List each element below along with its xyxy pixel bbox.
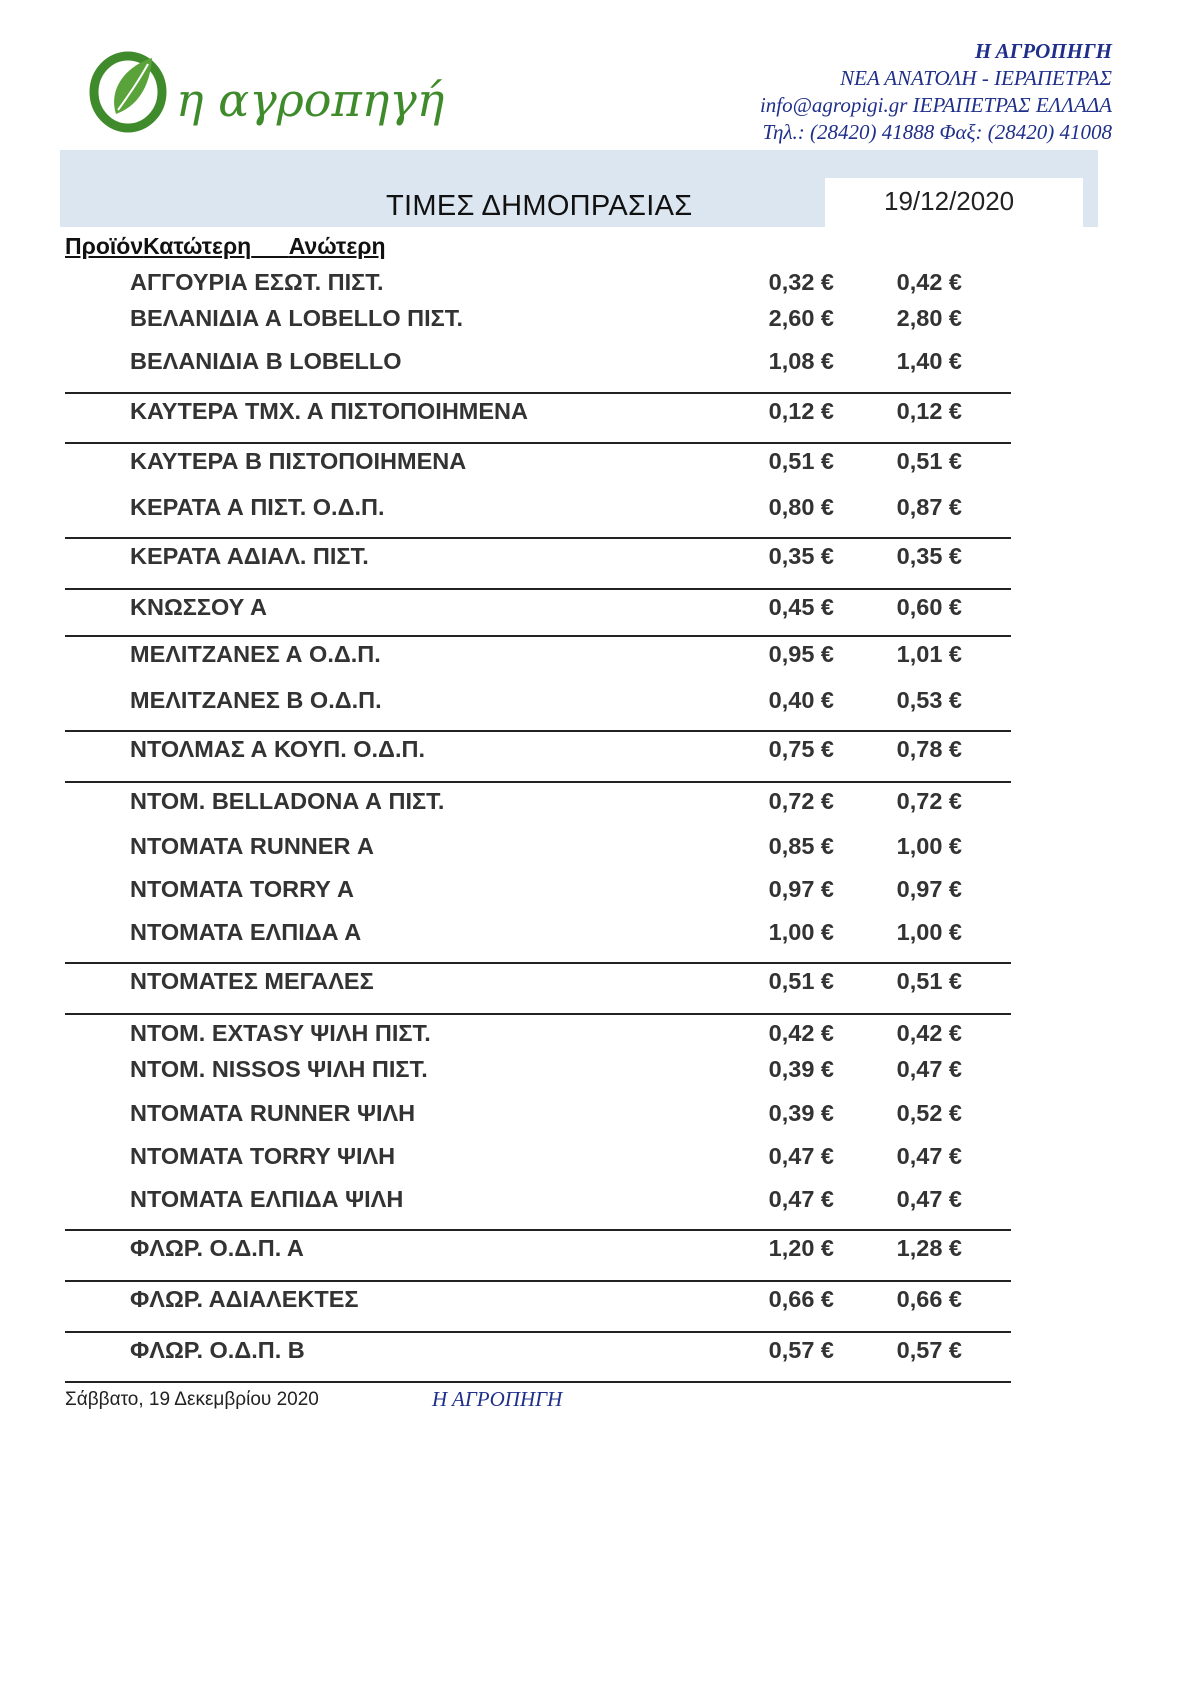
column-high: Ανώτερη [288, 233, 386, 259]
low-price: 0,97 € [768, 876, 834, 902]
high-price: 0,47 € [896, 1056, 962, 1082]
row-divider [65, 1280, 1011, 1282]
product-name: ΝΤΟΜΑΤΑ ΕΛΠΙΔΑ Α [130, 919, 362, 945]
low-price: 0,72 € [768, 788, 834, 814]
product-name: ΝΤΟΜ. EXTASY ΨΙΛΗ ΠΙΣΤ. [130, 1020, 431, 1046]
high-price: 1,00 € [896, 919, 962, 945]
product-name: ΝΤΟΜ. NISSOS ΨΙΛΗ ΠΙΣΤ. [130, 1056, 428, 1082]
table-row [0, 876, 1200, 906]
product-name: ΝΤΟΜΑΤΑ ΕΛΠΙΔΑ ΨΙΛΗ [130, 1186, 404, 1212]
product-name: ΚΑΥΤΕΡΑ ΤΜΧ. Α ΠΙΣΤΟΠΟΙΗΜΕΝΑ [130, 398, 528, 424]
high-price: 2,80 € [896, 305, 962, 331]
high-price: 1,28 € [896, 1235, 962, 1261]
row-divider [65, 1229, 1011, 1231]
row-divider [65, 588, 1011, 590]
low-price: 0,85 € [768, 833, 834, 859]
product-name: ΚΕΡΑΤΑ Α ΠΙΣΤ. Ο.Δ.Π. [130, 494, 385, 520]
leaf-icon [86, 44, 445, 144]
table-row [0, 348, 1200, 378]
low-price: 1,00 € [768, 919, 834, 945]
product-name: ΚΝΩΣΣΟΥ Α [130, 594, 267, 620]
table-row [0, 641, 1200, 671]
low-price: 0,80 € [768, 494, 834, 520]
auction-date: 19/12/2020 [884, 186, 1015, 216]
table-row [0, 543, 1200, 573]
column-low: Κατώτερη [143, 233, 252, 259]
company-address: ΝΕΑ ΑΝΑΤΟΛΗ - ΙΕΡΑΠΕΤΡΑΣ [840, 66, 1112, 90]
row-divider [65, 730, 1011, 732]
low-price: 0,95 € [768, 641, 834, 667]
row-divider [65, 442, 1011, 444]
low-price: 1,08 € [768, 348, 834, 374]
table-row [0, 788, 1200, 818]
column-header [65, 233, 386, 260]
high-price: 0,51 € [896, 968, 962, 994]
table-row [0, 398, 1200, 428]
column-product: Προϊόν [65, 233, 144, 259]
low-price: 0,12 € [768, 398, 834, 424]
table-row [0, 305, 1200, 335]
product-name: ΝΤΟΜΑΤΑ RUNNER ΨΙΛΗ [130, 1100, 416, 1126]
high-price: 0,72 € [896, 788, 962, 814]
product-name: ΦΛΩΡ. Ο.Δ.Π. Β [130, 1337, 305, 1363]
product-name: ΝΤΟΛΜΑΣ Α ΚΟΥΠ. Ο.Δ.Π. [130, 736, 425, 762]
product-name: ΚΕΡΑΤΑ ΑΔΙΑΛ. ΠΙΣΤ. [130, 543, 369, 569]
product-name: ΦΛΩΡ. ΑΔΙΑΛΕΚΤΕΣ [130, 1286, 359, 1312]
low-price: 0,47 € [768, 1143, 834, 1169]
company-phone: Τηλ.: (28420) 41888 Φαξ: (28420) 41008 [762, 120, 1112, 144]
table-row [0, 1286, 1200, 1316]
low-price: 0,32 € [768, 269, 834, 295]
table-row [0, 269, 1200, 299]
product-name: ΝΤΟΜΑΤΕΣ ΜΕΓΑΛΕΣ [130, 968, 374, 994]
table-row [0, 1143, 1200, 1173]
high-price: 1,00 € [896, 833, 962, 859]
row-divider [65, 1381, 1011, 1383]
product-name: ΒΕΛΑΝΙΔΙΑ Β LOBELLO [130, 348, 402, 374]
product-name: ΝΤΟΜ. BELLADONA Α ΠΙΣΤ. [130, 788, 445, 814]
product-name: ΝΤΟΜΑΤΑ RUNNER Α [130, 833, 374, 859]
high-price: 0,78 € [896, 736, 962, 762]
high-price: 0,97 € [896, 876, 962, 902]
low-price: 0,45 € [768, 594, 834, 620]
row-divider [65, 781, 1011, 783]
high-price: 1,01 € [896, 641, 962, 667]
low-price: 0,39 € [768, 1056, 834, 1082]
high-price: 0,12 € [896, 398, 962, 424]
company-logo [86, 44, 445, 144]
company-name: Η ΑΓΡΟΠΗΓΗ [974, 39, 1112, 63]
company-info [760, 38, 1112, 146]
high-price: 0,60 € [896, 594, 962, 620]
page-title: ΤΙΜΕΣ ΔΗΜΟΠΡΑΣΙΑΣ [386, 190, 693, 222]
row-divider [65, 537, 1011, 539]
low-price: 0,51 € [768, 968, 834, 994]
table-row [0, 919, 1200, 949]
row-divider [65, 392, 1011, 394]
high-price: 0,47 € [896, 1186, 962, 1212]
table-row [0, 833, 1200, 863]
low-price: 0,47 € [768, 1186, 834, 1212]
low-price: 0,57 € [768, 1337, 834, 1363]
product-name: ΚΑΥΤΕΡΑ Β ΠΙΣΤΟΠΟΙΗΜΕΝΑ [130, 448, 467, 474]
product-name: ΝΤΟΜΑΤΑ TORRY Α [130, 876, 354, 902]
table-row [0, 1337, 1200, 1367]
table-row [0, 1056, 1200, 1086]
footer-date: Σάββατο, 19 Δεκεμβρίου 2020 [65, 1389, 319, 1410]
table-row [0, 1186, 1200, 1216]
table-row [0, 1100, 1200, 1130]
table-row [0, 594, 1200, 624]
table-row [0, 448, 1200, 478]
high-price: 1,40 € [896, 348, 962, 374]
high-price: 0,47 € [896, 1143, 962, 1169]
high-price: 0,42 € [896, 269, 962, 295]
table-row [0, 494, 1200, 524]
high-price: 0,52 € [896, 1100, 962, 1126]
row-divider [65, 1013, 1011, 1015]
table-row [0, 1235, 1200, 1265]
low-price: 0,35 € [768, 543, 834, 569]
company-email: info@agropigi.gr ΙΕΡΑΠΕΤΡΑΣ ΕΛΛΑΔΑ [759, 93, 1112, 117]
high-price: 0,35 € [896, 543, 962, 569]
footer-company: Η ΑΓΡΟΠΗΓΗ [432, 1387, 563, 1411]
product-name: ΦΛΩΡ. Ο.Δ.Π. Α [130, 1235, 304, 1261]
low-price: 2,60 € [768, 305, 834, 331]
high-price: 0,42 € [896, 1020, 962, 1046]
product-name: ΑΓΓΟΥΡΙΑ ΕΣΩΤ. ΠΙΣΤ. [130, 269, 384, 295]
low-price: 0,39 € [768, 1100, 834, 1126]
row-divider [65, 1331, 1011, 1333]
high-price: 0,53 € [896, 687, 962, 713]
product-name: ΜΕΛΙΤΖΑΝΕΣ Α Ο.Δ.Π. [130, 641, 381, 667]
logo-text: η αγροπηγή [176, 73, 445, 127]
low-price: 1,20 € [768, 1235, 834, 1261]
high-price: 0,87 € [896, 494, 962, 520]
high-price: 0,66 € [896, 1286, 962, 1312]
row-divider [65, 635, 1011, 637]
row-divider [65, 962, 1011, 964]
table-row [0, 736, 1200, 766]
table-row [0, 968, 1200, 998]
low-price: 0,75 € [768, 736, 834, 762]
high-price: 0,57 € [896, 1337, 962, 1363]
low-price: 0,42 € [768, 1020, 834, 1046]
low-price: 0,66 € [768, 1286, 834, 1312]
low-price: 0,51 € [768, 448, 834, 474]
product-name: ΝΤΟΜΑΤΑ TORRY ΨΙΛΗ [130, 1143, 396, 1169]
high-price: 0,51 € [896, 448, 962, 474]
low-price: 0,40 € [768, 687, 834, 713]
table-row [0, 687, 1200, 717]
table-row [0, 1020, 1200, 1050]
product-name: ΜΕΛΙΤΖΑΝΕΣ Β Ο.Δ.Π. [130, 687, 382, 713]
product-name: ΒΕΛΑΝΙΔΙΑ Α LOBELLO ΠΙΣΤ. [130, 305, 464, 331]
